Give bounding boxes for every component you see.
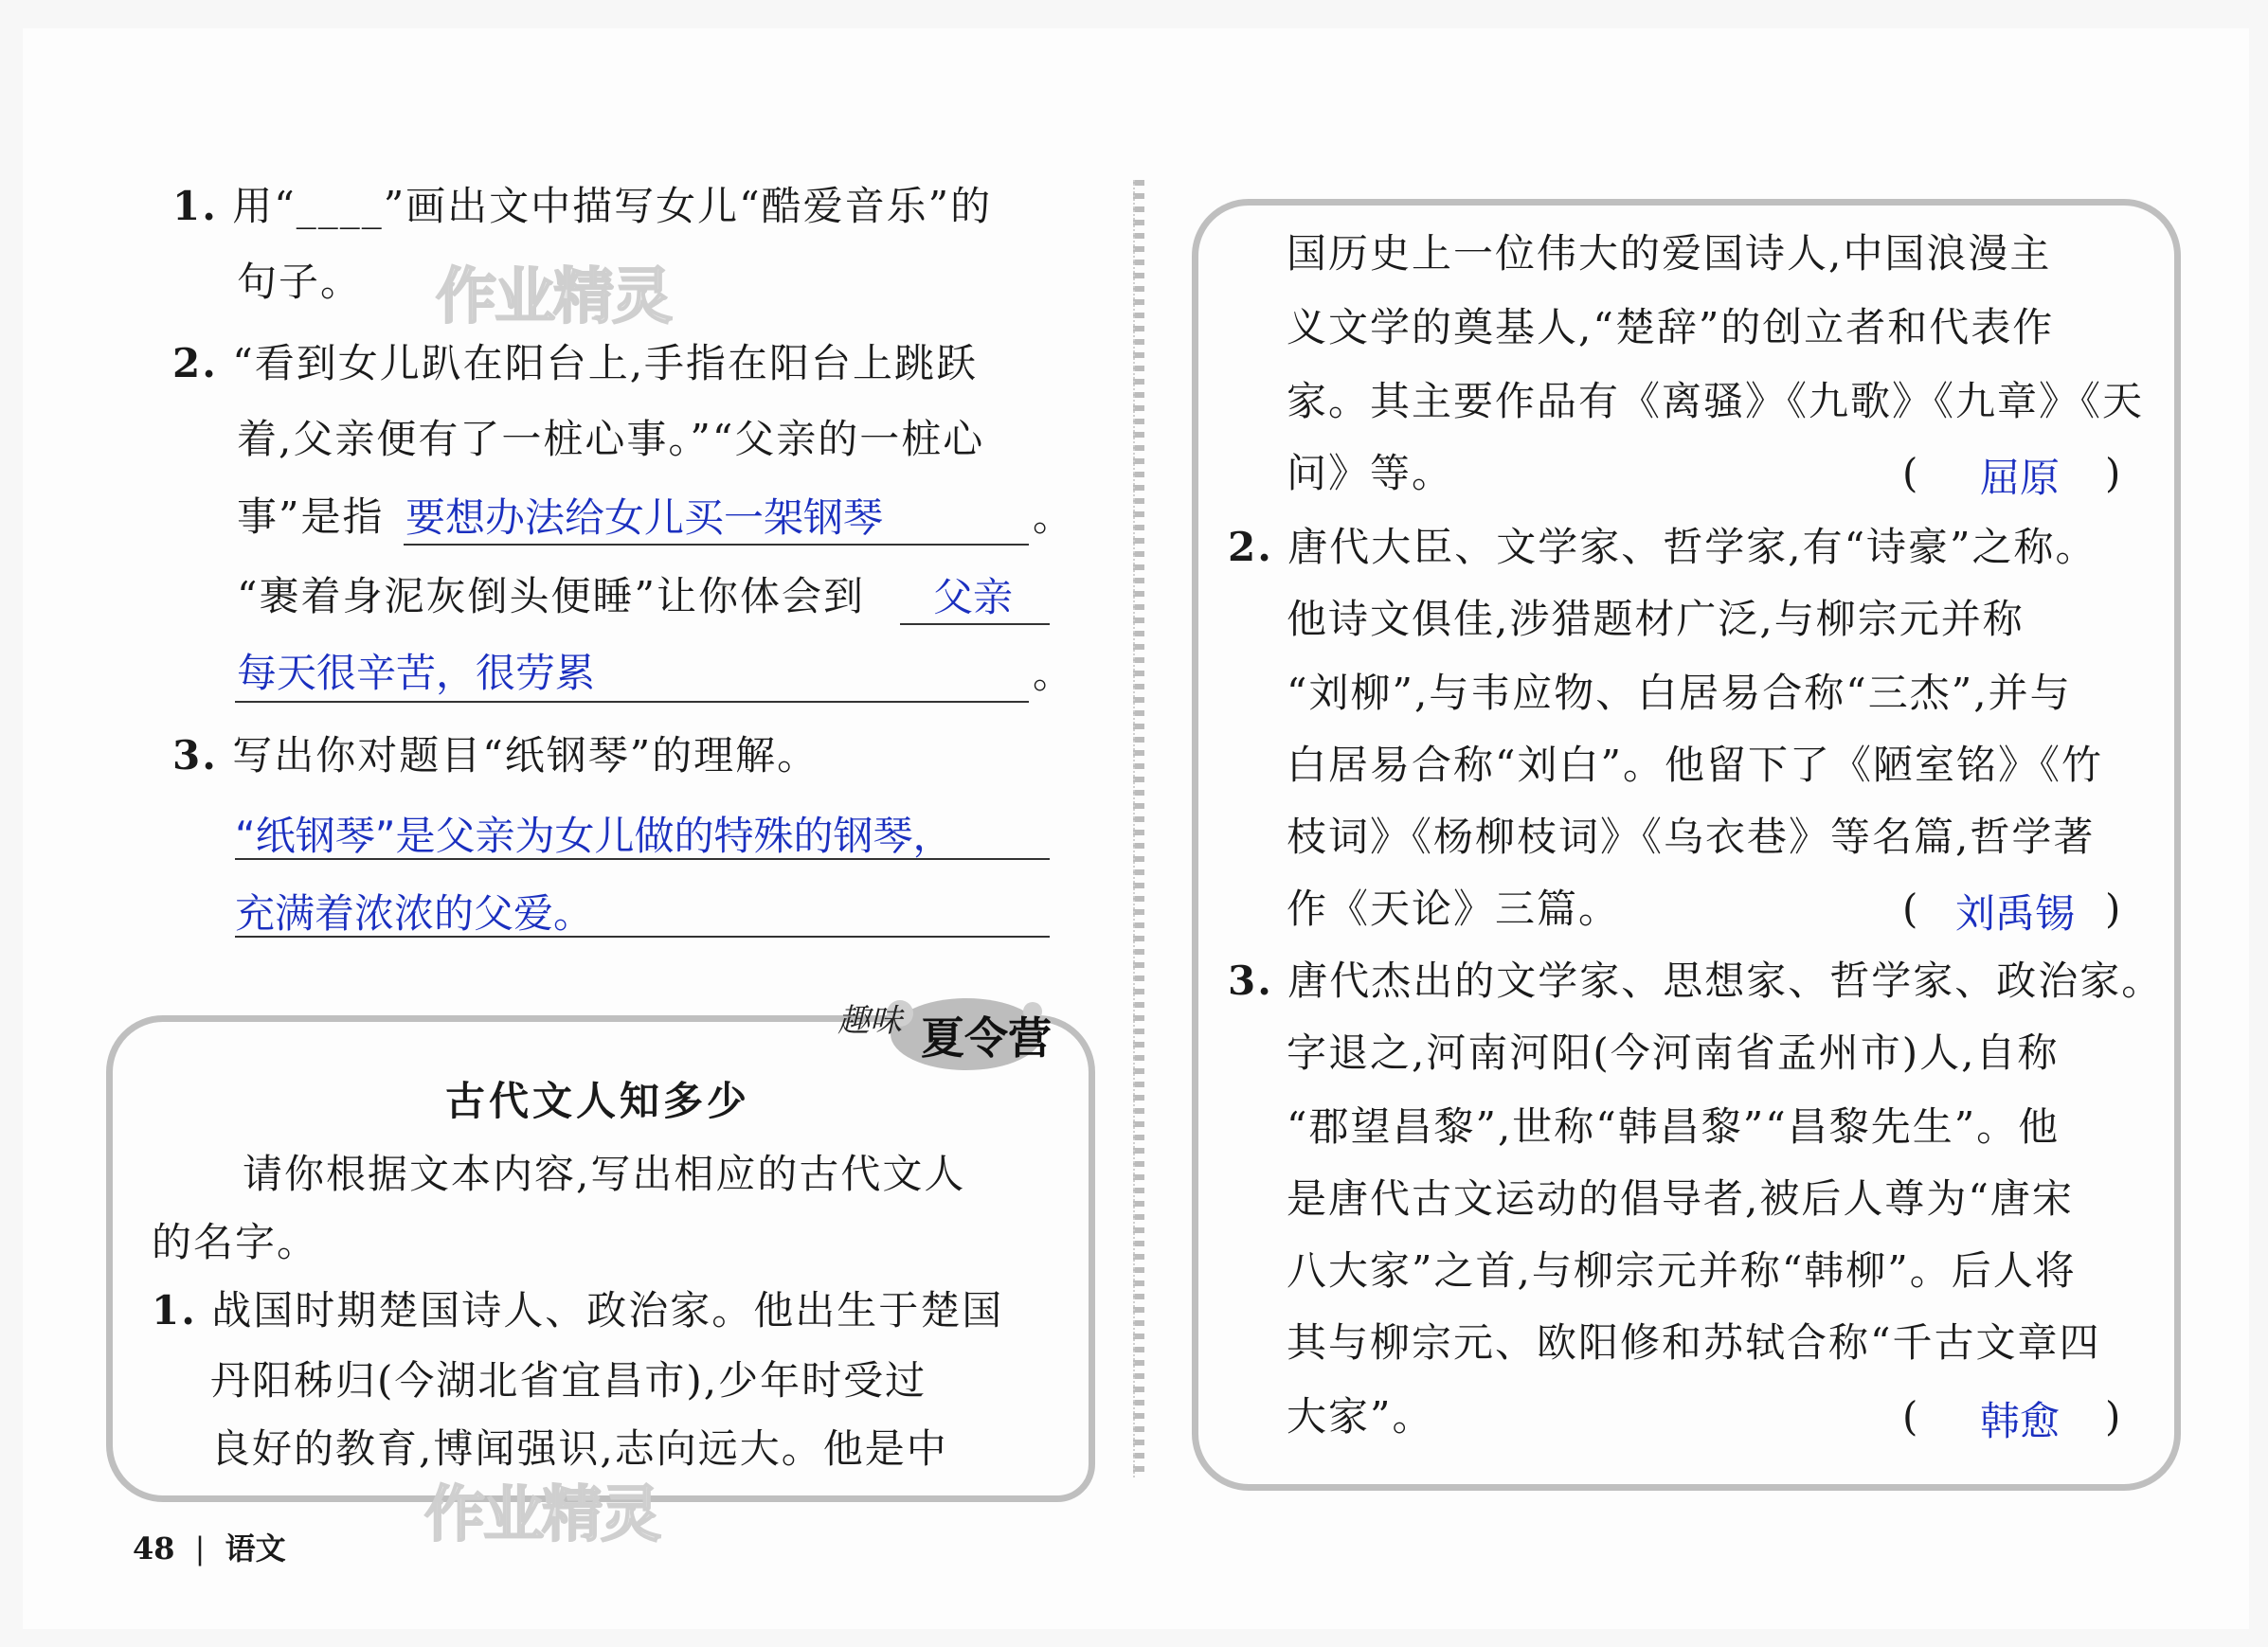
item-2-line: 枝词》《杨柳枝词》《乌衣巷》等名篇,哲学著 — [1287, 814, 2096, 860]
item-2 — [1228, 510, 2097, 585]
period: 。 — [1033, 493, 1075, 540]
question-1-line2: 句子。 — [237, 259, 363, 305]
item-2-line: 白居易合称“刘白”。他留下了《陋室铭》《竹 — [1287, 742, 2103, 788]
camp-item-1-line2: 丹阳秭归(今湖北省宜昌市),少年时受过 — [210, 1357, 927, 1404]
item-text: 战国时期楚国诗人、政治家。他出生于楚国 — [211, 1287, 1004, 1334]
camp-item-1-line3: 良好的教育,博闻强识,志向远大。他是中 — [210, 1425, 948, 1472]
item-3-line: 字退之,河南河阳(今河南省孟州市)人,自称 — [1287, 1029, 2060, 1076]
item-2-line: 作《天论》三篇。 — [1287, 886, 1621, 932]
subject-label: 语文 — [225, 1531, 286, 1566]
period: 。 — [1033, 651, 1075, 697]
answer-field[interactable]: 屈原 — [1980, 455, 2061, 501]
answer-underline — [900, 623, 1050, 625]
camp-intro: 请你根据文本内容,写出相应的古代文人 — [243, 1151, 966, 1197]
page-number: 48 — [133, 1531, 175, 1566]
answer-field[interactable]: 韩愈 — [1980, 1398, 2061, 1444]
item-2-line: 他诗文俱佳,涉猎题材广泛,与柳宗元并称 — [1287, 596, 2025, 642]
paren-close: ) — [2105, 886, 2123, 932]
answer-field[interactable]: 要想办法给女儿买一架钢琴 — [405, 494, 884, 541]
answer-underline — [235, 858, 1050, 860]
question-2 — [172, 326, 978, 402]
question-text: 事”是指 — [237, 493, 385, 540]
question-3 — [172, 718, 819, 794]
paren-open: ( — [1902, 1393, 1920, 1440]
item-1-line: 国历史上一位伟大的爱国诗人,中国浪漫主 — [1287, 230, 2052, 277]
item-3 — [1228, 943, 2163, 1019]
question-text: “看到女儿趴在阳台上,手指在阳台上跳跃 — [232, 340, 979, 386]
summer-camp-badge — [834, 976, 1071, 1080]
answer-field[interactable]: 充满着浓浓的父爱。 — [235, 890, 594, 937]
answer-underline — [235, 936, 1050, 938]
paren-open: ( — [1902, 450, 1920, 496]
item-number: 3. — [1228, 958, 1273, 1004]
camp-intro-line2: 的名字。 — [152, 1219, 319, 1265]
answer-field[interactable]: 父亲 — [933, 574, 1014, 620]
question-2-line4: “裹着身泥灰倒头便睡”让你体会到 — [237, 573, 865, 619]
paren-open: ( — [1902, 886, 1920, 932]
question-text: 用“____”画出文中描写女儿“酷爱音乐”的 — [232, 183, 993, 229]
paren-close: ) — [2105, 1393, 2123, 1440]
answer-underline — [235, 701, 1029, 703]
camp-item-1 — [152, 1273, 1003, 1349]
answer-underline — [404, 544, 1029, 546]
item-1-line: 家。其主要作品有《离骚》《九歌》《九章》《天 — [1287, 378, 2145, 424]
watermark: 作业精灵 — [436, 262, 671, 332]
item-3-line: 大家”。 — [1287, 1393, 1434, 1440]
badge-small-text: 趣味 — [837, 1002, 902, 1040]
item-number: 2. — [1228, 524, 1273, 570]
question-1 — [172, 169, 992, 244]
item-3-line: 八大家”之首,与柳宗元并称“韩柳”。后人将 — [1287, 1247, 2077, 1294]
question-2-line3 — [237, 479, 384, 555]
item-text: 唐代杰出的文学家、思想家、哲学家、政治家。 — [1287, 958, 2164, 1004]
question-number: 1. — [172, 183, 218, 229]
page-footer — [133, 1525, 286, 1568]
question-number: 3. — [172, 732, 218, 779]
answer-field[interactable]: 每天很辛苦，很劳累 — [237, 650, 596, 696]
question-text: 写出你对题目“纸钢琴”的理解。 — [232, 732, 819, 779]
item-2-line: “刘柳”,与韦应物、白居易合称“三杰”,并与 — [1287, 670, 2072, 716]
item-3-line: “郡望昌黎”,世称“韩昌黎”“昌黎先生”。他 — [1287, 1103, 2061, 1150]
paren-close: ) — [2105, 450, 2123, 496]
answer-field[interactable]: “纸钢琴”是父亲为女儿做的特殊的钢琴， — [235, 813, 953, 859]
column-divider — [1133, 180, 1144, 1477]
item-number: 1. — [152, 1287, 197, 1334]
question-2-line2: 着,父亲便有了一桩心事。”“父亲的一桩心 — [237, 416, 985, 462]
item-1-line: 问》等。 — [1287, 450, 1454, 496]
item-3-line: 是唐代古文运动的倡导者,被后人尊为“唐宋 — [1287, 1175, 2074, 1222]
watermark: 作业精灵 — [424, 1480, 659, 1550]
question-number: 2. — [172, 340, 218, 386]
answer-field[interactable]: 刘禹锡 — [1955, 890, 2076, 937]
footer-separator: | — [194, 1531, 206, 1566]
item-1-line: 义文学的奠基人,“楚辞”的创立者和代表作 — [1287, 304, 2055, 350]
item-3-line: 其与柳宗元、欧阳修和苏轼合称“千古文章四 — [1287, 1319, 2101, 1366]
item-text: 唐代大臣、文学家、哲学家,有“诗豪”之称。 — [1287, 524, 2097, 570]
badge-big-text: 夏令营 — [921, 1012, 1052, 1064]
camp-title: 古代文人知多少 — [445, 1078, 751, 1124]
